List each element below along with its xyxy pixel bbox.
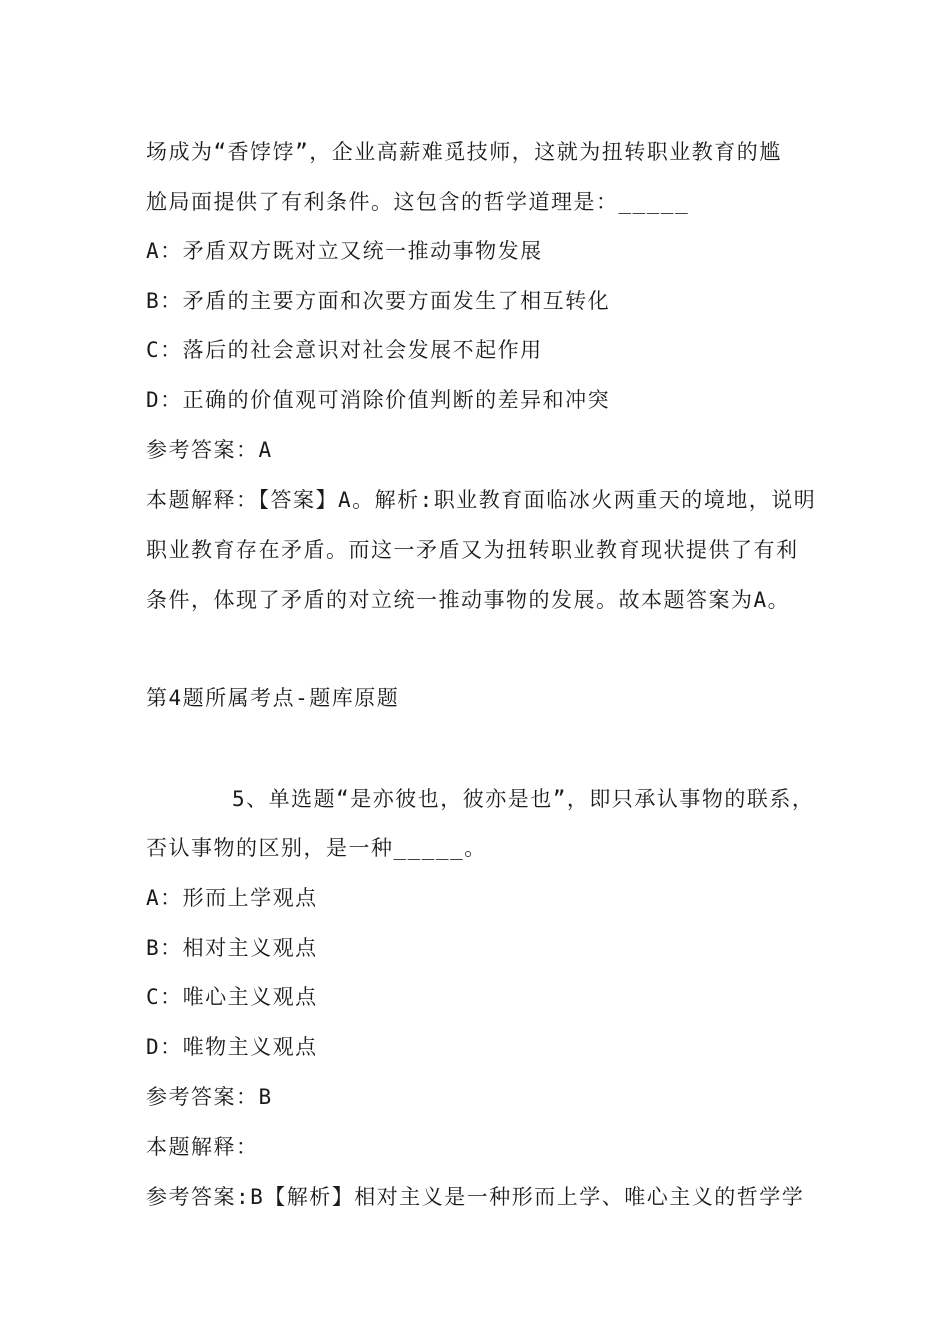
q5-answer: 参考答案：B: [146, 1085, 273, 1109]
q4-stem-line-1: 场成为“香饽饽”，企业高薪难觅技师，这就为扭转职业教育的尴: [146, 140, 782, 164]
q5-option-b: B：相对主义观点: [146, 936, 318, 960]
q5-stem-line-1: 5、单选题“是亦彼也，彼亦是也”，即只承认事物的联系，: [232, 787, 815, 811]
q4-explanation-line-3: 条件，体现了矛盾的对立统一推动事物的发展。故本题答案为A。: [146, 588, 791, 612]
q4-option-c: C：落后的社会意识对社会发展不起作用: [146, 338, 543, 362]
q5-option-c: C：唯心主义观点: [146, 985, 318, 1009]
q4-option-a: A：矛盾双方既对立又统一推动事物发展: [146, 239, 543, 263]
q5-option-a: A：形而上学观点: [146, 886, 318, 910]
q4-answer: 参考答案：A: [146, 438, 273, 462]
q4-stem-line-2: 尬局面提供了有利条件。这包含的哲学道理是：_____: [146, 190, 690, 214]
q5-option-d: D：唯物主义观点: [146, 1035, 318, 1059]
q4-explanation-line-2: 职业教育存在矛盾。而这一矛盾又为扭转职业教育现状提供了有利: [146, 538, 799, 562]
q5-explanation-label: 本题解释：: [146, 1135, 259, 1159]
q4-option-b: B：矛盾的主要方面和次要方面发生了相互转化: [146, 289, 611, 313]
q5-explanation-line-1: 参考答案:B【解析】相对主义是一种形而上学、唯心主义的哲学学: [146, 1185, 805, 1209]
q4-option-d: D：正确的价值观可消除价值判断的差异和冲突: [146, 388, 611, 412]
q4-category: 第4题所属考点-题库原题: [146, 686, 400, 710]
q4-explanation-line-1: 本题解释：【答案】A。解析:职业教育面临冰火两重天的境地，说明: [146, 488, 817, 512]
q5-stem-line-2: 否认事物的区别，是一种_____。: [146, 836, 487, 860]
